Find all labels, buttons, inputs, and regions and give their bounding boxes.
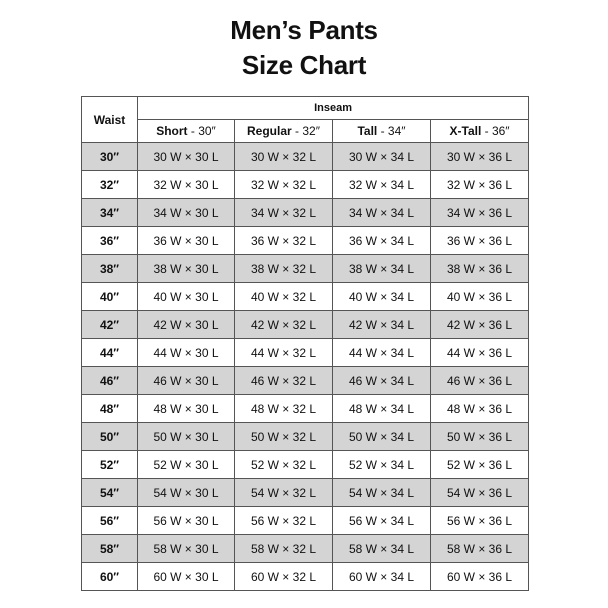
size-cell: 34 W × 32 L [235,199,333,227]
waist-cell: 60″ [82,563,138,591]
size-cell: 42 W × 30 L [138,311,235,339]
column-header [333,120,431,143]
column-header-name: Tall [357,124,378,138]
size-cell: 40 W × 36 L [431,283,529,311]
size-cell: 52 W × 32 L [235,451,333,479]
size-cell: 50 W × 34 L [333,423,431,451]
size-cell: 58 W × 34 L [333,535,431,563]
size-cell: 48 W × 36 L [431,395,529,423]
size-cell: 38 W × 32 L [235,255,333,283]
size-cell: 48 W × 30 L [138,395,235,423]
size-cell: 36 W × 30 L [138,227,235,255]
waist-cell: 58″ [82,535,138,563]
size-cell: 50 W × 36 L [431,423,529,451]
table-row [82,255,529,283]
table-row [82,143,529,171]
size-cell: 38 W × 30 L [138,255,235,283]
table-row [82,395,529,423]
size-cell: 44 W × 36 L [431,339,529,367]
page-subtitle: Size Chart [241,50,367,80]
table-row [82,367,529,395]
size-cell: 42 W × 36 L [431,311,529,339]
size-cell: 32 W × 34 L [333,171,431,199]
waist-cell: 48″ [82,395,138,423]
table-row [82,535,529,563]
size-cell: 60 W × 30 L [138,563,235,591]
table-row [82,423,529,451]
size-chart-table [81,96,529,591]
table-row [82,563,529,591]
column-header-length: - 32″ [291,124,320,138]
size-cell: 52 W × 36 L [431,451,529,479]
column-header-name: Short [156,124,188,138]
column-header [431,120,529,143]
column-header-length: - 36″ [481,124,510,138]
size-cell: 32 W × 32 L [235,171,333,199]
size-cell: 52 W × 34 L [333,451,431,479]
page-title: Men’s Pants [230,15,378,45]
size-cell: 46 W × 36 L [431,367,529,395]
waist-cell: 50″ [82,423,138,451]
size-cell: 60 W × 36 L [431,563,529,591]
size-cell: 36 W × 34 L [333,227,431,255]
size-cell: 34 W × 34 L [333,199,431,227]
table-row [82,479,529,507]
column-header [235,120,333,143]
size-cell: 38 W × 36 L [431,255,529,283]
waist-cell: 30″ [82,143,138,171]
size-cell: 46 W × 34 L [333,367,431,395]
table-row [82,311,529,339]
size-cell: 34 W × 30 L [138,199,235,227]
size-cell: 44 W × 32 L [235,339,333,367]
size-cell: 50 W × 30 L [138,423,235,451]
size-cell: 56 W × 32 L [235,507,333,535]
waist-cell: 38″ [82,255,138,283]
table-row [82,171,529,199]
size-cell: 60 W × 34 L [333,563,431,591]
size-cell: 56 W × 36 L [431,507,529,535]
size-cell: 50 W × 32 L [235,423,333,451]
size-cell: 56 W × 30 L [138,507,235,535]
size-cell: 56 W × 34 L [333,507,431,535]
column-header-name: X-Tall [449,124,482,138]
waist-cell: 40″ [82,283,138,311]
size-cell: 58 W × 32 L [235,535,333,563]
waist-cell: 42″ [82,311,138,339]
size-cell: 54 W × 32 L [235,479,333,507]
size-cell: 46 W × 32 L [235,367,333,395]
size-cell: 60 W × 32 L [235,563,333,591]
waist-cell: 56″ [82,507,138,535]
table-row [82,339,529,367]
size-cell: 48 W × 34 L [333,395,431,423]
size-cell: 36 W × 32 L [235,227,333,255]
size-cell: 46 W × 30 L [138,367,235,395]
table-row [82,283,529,311]
size-cell: 44 W × 34 L [333,339,431,367]
size-cell: 40 W × 34 L [333,283,431,311]
table-row [82,227,529,255]
waist-cell: 46″ [82,367,138,395]
size-cell: 32 W × 36 L [431,171,529,199]
table-row [82,507,529,535]
size-cell: 52 W × 30 L [138,451,235,479]
size-cell: 58 W × 36 L [431,535,529,563]
waist-header: Waist [82,97,138,143]
waist-cell: 52″ [82,451,138,479]
size-cell: 54 W × 34 L [333,479,431,507]
column-header-name: Regular [247,124,292,138]
waist-cell: 44″ [82,339,138,367]
size-cell: 32 W × 30 L [138,171,235,199]
table-row [82,199,529,227]
table-row [82,451,529,479]
size-cell: 58 W × 30 L [138,535,235,563]
waist-cell: 34″ [82,199,138,227]
size-cell: 30 W × 36 L [431,143,529,171]
size-cell: 42 W × 32 L [235,311,333,339]
size-cell: 30 W × 34 L [333,143,431,171]
size-cell: 36 W × 36 L [431,227,529,255]
size-cell: 42 W × 34 L [333,311,431,339]
column-header-length: - 30″ [187,124,216,138]
size-cell: 40 W × 32 L [235,283,333,311]
waist-cell: 54″ [82,479,138,507]
size-cell: 54 W × 30 L [138,479,235,507]
column-header-length: - 34″ [377,124,406,138]
size-cell: 44 W × 30 L [138,339,235,367]
inseam-header: Inseam [138,97,529,120]
size-cell: 40 W × 30 L [138,283,235,311]
size-cell: 30 W × 30 L [138,143,235,171]
waist-cell: 36″ [82,227,138,255]
column-header [138,120,235,143]
waist-cell: 32″ [82,171,138,199]
size-cell: 38 W × 34 L [333,255,431,283]
size-cell: 54 W × 36 L [431,479,529,507]
size-cell: 30 W × 32 L [235,143,333,171]
size-cell: 48 W × 32 L [235,395,333,423]
size-cell: 34 W × 36 L [431,199,529,227]
